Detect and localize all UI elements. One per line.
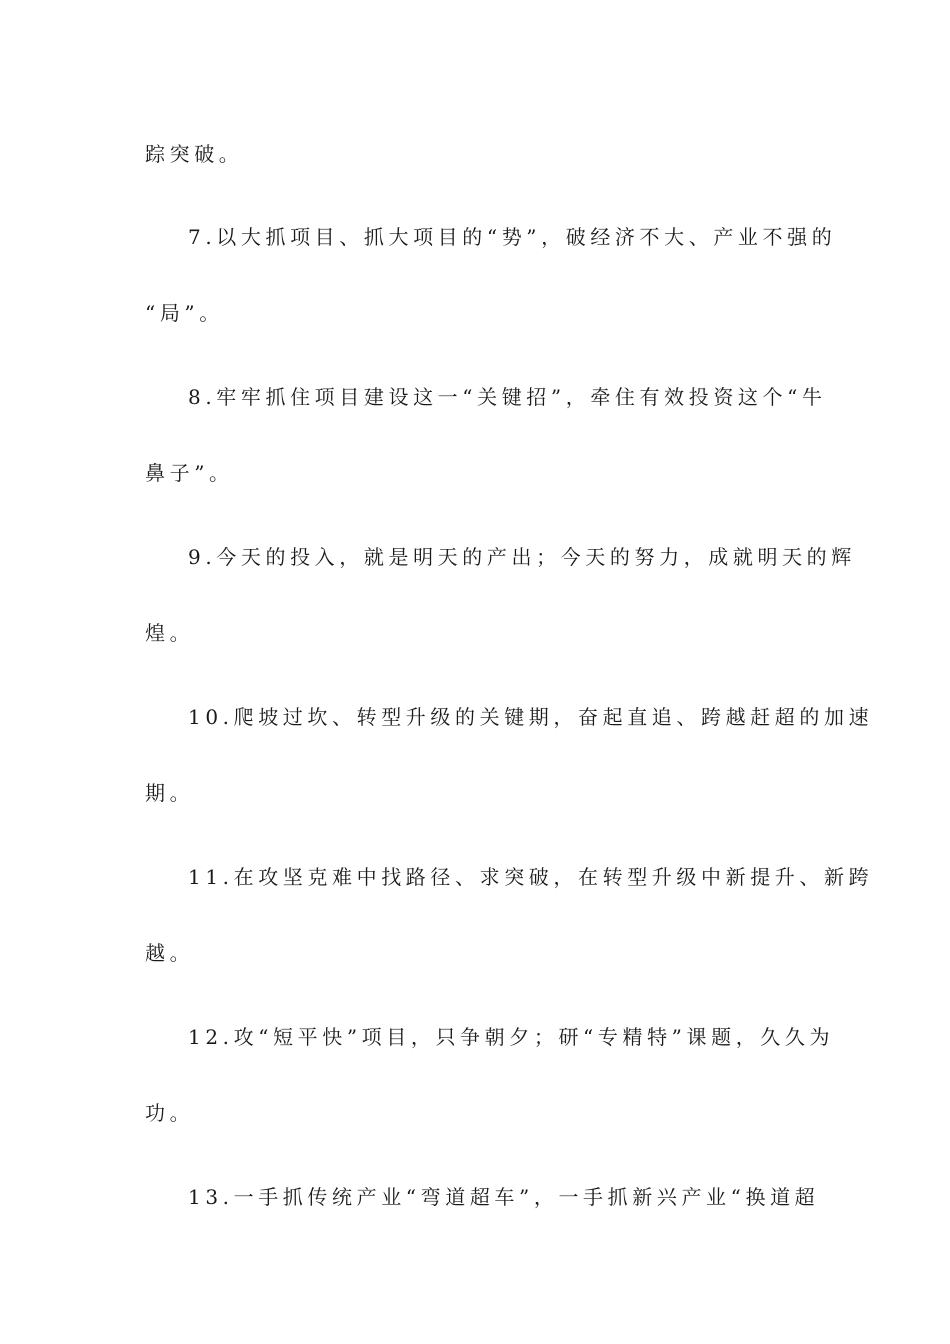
list-item-10-text: 10.爬坡过坎、转型升级的关键期，奋起直追、跨越赶超的加速 (188, 705, 874, 729)
list-item-12-text: 12.攻“短平快”项目，只争朝夕；研“专精特”课题，久久为 (188, 1025, 835, 1049)
list-item-13-text: 13.一手抓传统产业“弯道超车”，一手抓新兴产业“换道超 (188, 1185, 820, 1209)
list-item-11-text: 11.在攻坚克难中找路径、求突破，在转型升级中新提升、新跨 (188, 865, 874, 889)
text-line: 踪突破。 (145, 142, 244, 166)
text-line: 越。 (145, 941, 195, 965)
text-line: “局”。 (145, 301, 224, 325)
list-item-9-text: 9.今天的投入，就是明天的产出；今天的努力，成就明天的辉 (188, 545, 856, 569)
text-line: 煌。 (145, 621, 195, 645)
list-item-8-text: 8.牢牢抓住项目建设这一“关键招”，牵住有效投资这个“牛 (188, 385, 827, 409)
text-line: 期。 (145, 781, 195, 805)
list-item-7-text: 7.以大抓项目、抓大项目的“势”，破经济不大、产业不强的 (188, 225, 837, 249)
text-line: 功。 (145, 1101, 195, 1125)
text-line: 鼻子”。 (145, 461, 234, 485)
